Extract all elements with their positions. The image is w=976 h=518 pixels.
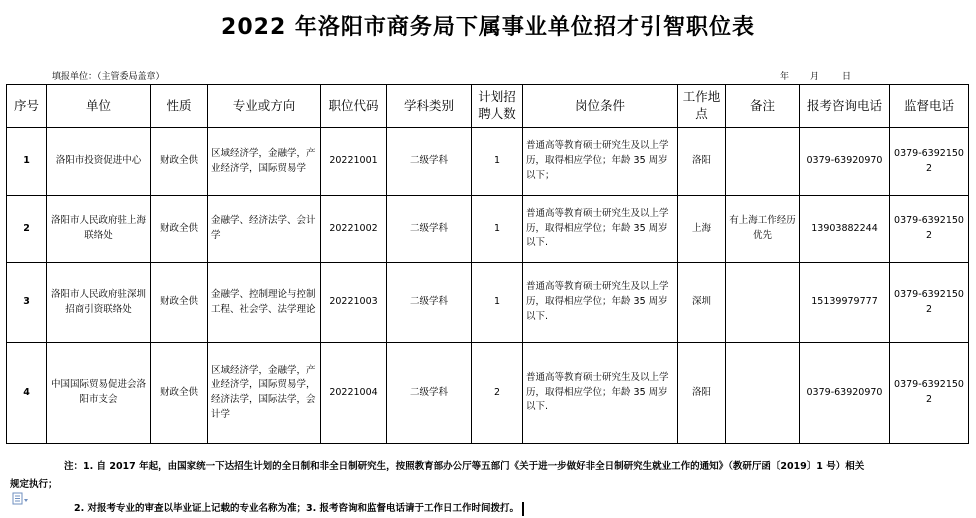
code-cell: 20221004 [321, 343, 387, 444]
header-cell: 工作地点 [678, 85, 726, 128]
unit-cell: 洛阳市人民政府驻上海联络处 [47, 196, 151, 263]
header-cell: 备注 [726, 85, 800, 128]
table-row [7, 128, 969, 196]
header-row [7, 85, 969, 128]
paste-options-icon[interactable] [12, 492, 30, 506]
month-label: 月 [810, 72, 820, 82]
supervise-phone-cell: 0379-63921502 [890, 343, 969, 444]
nature-cell: 财政全供 [151, 263, 208, 343]
consult-phone-cell: 0379-63920970 [800, 128, 890, 196]
table-row [7, 196, 969, 263]
major-cell: 金融学、控制理论与控制工程、社会学、法学理论 [208, 263, 321, 343]
major-cell: 区域经济学，金融学，产业经济学，国际贸易学 [208, 128, 321, 196]
code-cell: 20221001 [321, 128, 387, 196]
count-cell: 1 [472, 128, 523, 196]
nature-cell: 财政全供 [151, 128, 208, 196]
condition-cell: 普通高等教育硕士研究生及以上学历，取得相应学位；年龄 35 周岁以下. [523, 343, 678, 444]
day-label: 日 [842, 72, 852, 82]
footnotes [10, 458, 960, 518]
count-cell: 1 [472, 196, 523, 263]
header-cell: 单位 [47, 85, 151, 128]
table-row [7, 343, 969, 444]
row-number: 2 [7, 196, 47, 263]
category-cell: 二级学科 [387, 263, 472, 343]
condition-cell: 普通高等教育硕士研究生及以上学历，取得相应学位；年龄 35 周岁以下. [523, 263, 678, 343]
count-cell: 1 [472, 263, 523, 343]
location-cell: 深圳 [678, 263, 726, 343]
header-cell: 性质 [151, 85, 208, 128]
supervise-phone-cell: 0379-63921502 [890, 196, 969, 263]
major-cell: 区域经济学，金融学，产业经济学，国际贸易学，经济法学，国际法学，会计学 [208, 343, 321, 444]
nature-cell: 财政全供 [151, 196, 208, 263]
row-number: 3 [7, 263, 47, 343]
major-cell: 金融学、经济法学、会计学 [208, 196, 321, 263]
consult-phone-cell: 15139979777 [800, 263, 890, 343]
footnote-line-3-text: 2. 对报考专业的审查以毕业证上记载的专业名称为准；3. 报考咨询和监督电话请于工作日工作时间拨打。 [74, 503, 520, 514]
consult-phone-cell: 13903882244 [800, 196, 890, 263]
nature-cell: 财政全供 [151, 343, 208, 444]
category-cell: 二级学科 [387, 128, 472, 196]
unit-label: 填报单位：（主管委局盖章） [52, 72, 165, 82]
note-cell [726, 263, 800, 343]
count-cell: 2 [472, 343, 523, 444]
header-cell: 计划招聘人数 [472, 85, 523, 128]
note-cell [726, 128, 800, 196]
code-cell: 20221003 [321, 263, 387, 343]
header-cell: 监督电话 [890, 85, 969, 128]
year-label: 年 [780, 72, 790, 82]
unit-cell: 中国国际贸易促进会洛阳市支会 [47, 343, 151, 444]
header-cell: 学科类别 [387, 85, 472, 128]
footnote-line-1: 注：1. 自 2017 年起，由国家统一下达招生计划的全日制和非全日制研究生，按照教育部办公厅等五部门《关于进一步做好非全日制研究生就业工作的通知》（教研厅函〔2019〕1 号）相关 [64, 461, 865, 472]
condition-cell: 普通高等教育硕士研究生及以上学历，取得相应学位；年龄 35 周岁以下. [523, 196, 678, 263]
text-cursor [522, 502, 524, 516]
header-cell: 岗位条件 [523, 85, 678, 128]
supervise-phone-cell: 0379-63921502 [890, 128, 969, 196]
category-cell: 二级学科 [387, 343, 472, 444]
category-cell: 二级学科 [387, 196, 472, 263]
header-cell: 报考咨询电话 [800, 85, 890, 128]
page-title: 2022 年洛阳市商务局下属事业单位招才引智职位表 [221, 15, 755, 40]
table-row [7, 263, 969, 343]
row-number: 4 [7, 343, 47, 444]
supervise-phone-cell: 0379-63921502 [890, 263, 969, 343]
unit-cell: 洛阳市投资促进中心 [47, 128, 151, 196]
header-cell: 专业或方向 [208, 85, 321, 128]
footnote-line-2: 规定执行； [10, 479, 58, 490]
consult-phone-cell: 0379-63920970 [800, 343, 890, 444]
position-table [6, 84, 969, 444]
location-cell: 洛阳 [678, 128, 726, 196]
note-cell: 有上海工作经历优先 [726, 196, 800, 263]
header-cell: 序号 [7, 85, 47, 128]
footnote-line-3 [10, 500, 960, 518]
location-cell: 洛阳 [678, 343, 726, 444]
condition-cell: 普通高等教育硕士研究生及以上学历，取得相应学位；年龄 35 周岁以下； [523, 128, 678, 196]
header-cell: 职位代码 [321, 85, 387, 128]
note-cell [726, 343, 800, 444]
row-number: 1 [7, 128, 47, 196]
code-cell: 20221002 [321, 196, 387, 263]
location-cell: 上海 [678, 196, 726, 263]
unit-cell: 洛阳市人民政府驻深圳招商引资联络处 [47, 263, 151, 343]
